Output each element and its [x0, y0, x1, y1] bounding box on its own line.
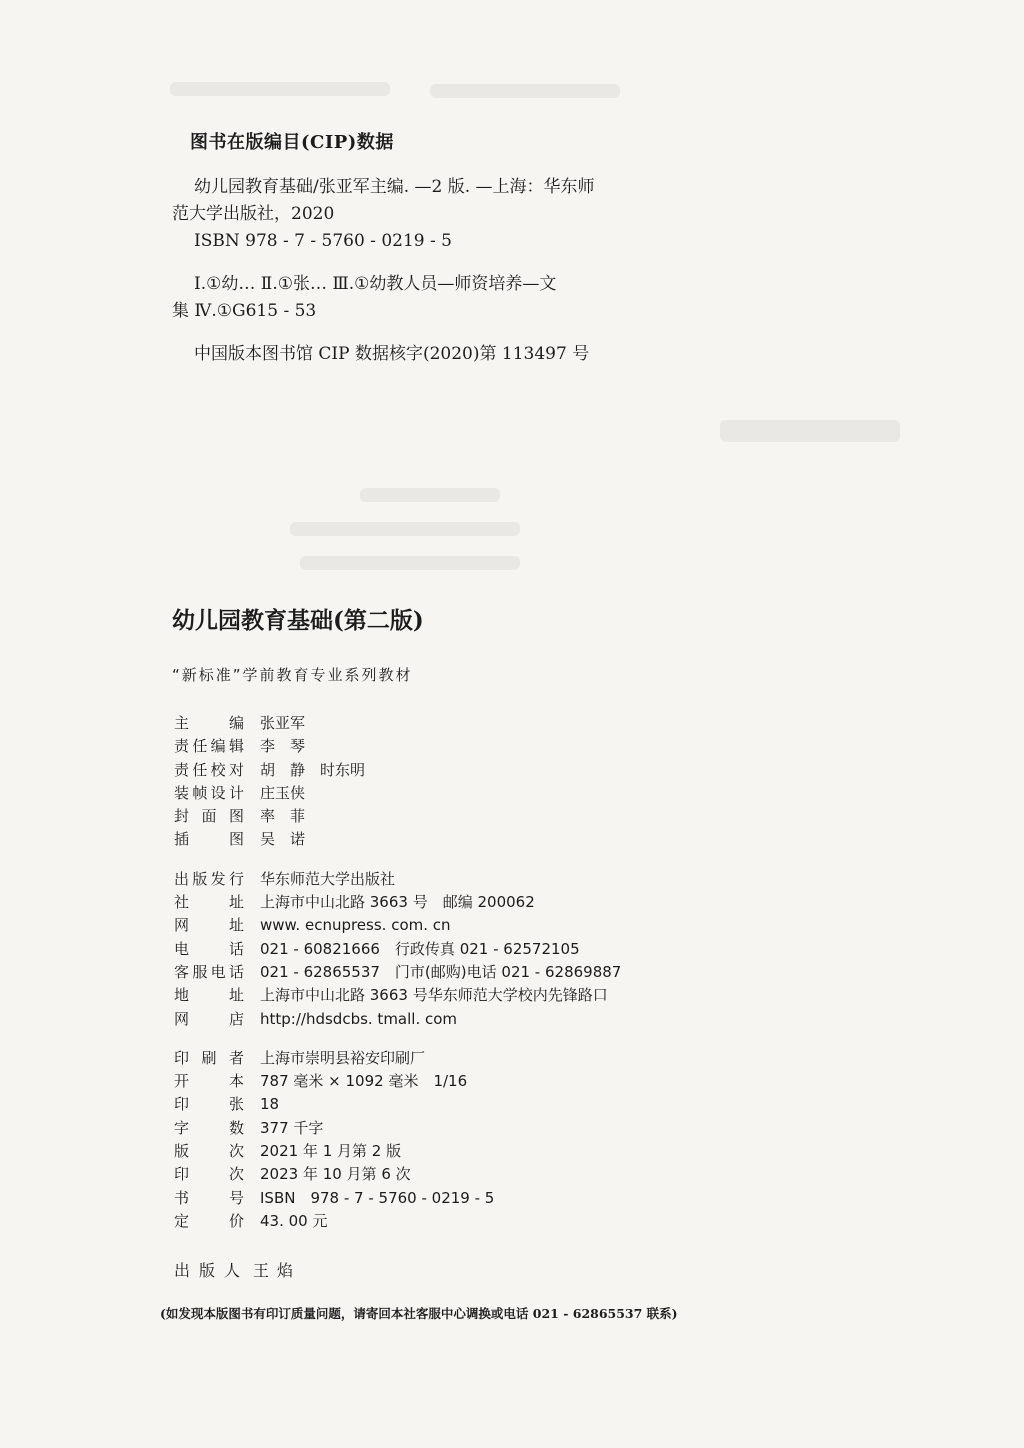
printing-info-label: 字数	[174, 1118, 244, 1137]
publisher-website: www. ecnupress. com. cn	[260, 916, 451, 935]
printing-info-value: 18	[260, 1095, 280, 1114]
credit-label: 主编	[174, 714, 244, 732]
printing-info-label: 版次	[174, 1142, 244, 1161]
cip-record-line: 幼儿园教育基础/张亚军主编. —2 版. —上海：华东师	[194, 177, 595, 197]
credit-label: 装帧设计	[174, 783, 244, 802]
printing-info-label: 印张	[174, 1095, 244, 1114]
publisher-info-label: 网店	[174, 1009, 244, 1028]
publisher-info-label: 电话	[174, 939, 244, 958]
publisher-info-row	[174, 868, 621, 891]
credit-label: 责任校对	[174, 760, 244, 779]
publisher-info-value: 021 - 60821666 行政传真 021 - 62572105	[260, 939, 580, 958]
credit-row	[174, 759, 621, 782]
credit-row	[174, 805, 621, 828]
credits-group	[174, 712, 621, 852]
printing-info-row	[174, 1117, 621, 1140]
printing-info-row	[174, 1163, 621, 1186]
publisher-info-value: 华东师范大学出版社	[260, 869, 396, 888]
publisher-info-label: 出版发行	[174, 869, 244, 888]
book-title: 幼儿园教育基础(第二版)	[172, 607, 424, 634]
printing-info-row	[174, 1187, 621, 1210]
publisher-info-row	[174, 1008, 621, 1031]
cip-classification-line: Ⅰ.①幼… Ⅱ.①张… Ⅲ.①幼教人员—师资培养—文	[194, 274, 557, 294]
printing-info-label: 印刷者	[174, 1048, 244, 1067]
publisher-info-row	[174, 984, 621, 1007]
quality-notice: (如发现本版图书有印订质量问题，请寄回本社客服中心调换或电话 021 - 62865537 联系)	[160, 1306, 678, 1321]
publisher-person-label: 出版人	[174, 1261, 250, 1280]
publisher-info-label: 地址	[174, 986, 244, 1005]
publisher-person-row	[174, 1258, 301, 1284]
credit-row	[174, 735, 621, 758]
publisher-info-row	[174, 891, 621, 914]
credit-row	[174, 712, 621, 735]
publisher-info-value: 上海市中山北路 3663 号华东师范大学校内先锋路口	[260, 986, 608, 1005]
printing-info-value: 2023 年 10 月第 6 次	[260, 1165, 411, 1184]
credit-value: 庄玉侠	[260, 783, 306, 802]
publisher-info-label: 社址	[174, 893, 244, 912]
printing-info-row	[174, 1047, 621, 1070]
printing-info-value: 上海市崇明县裕安印刷厂	[260, 1048, 426, 1067]
printing-info-value: ISBN 978 - 7 - 5760 - 0219 - 5	[260, 1188, 495, 1207]
publisher-info-row	[174, 938, 621, 961]
publisher-info-row	[174, 914, 621, 937]
credit-label: 插图	[174, 830, 244, 849]
credit-value: 张亚军	[260, 714, 306, 732]
printing-info-row	[174, 1140, 621, 1163]
printing-info-label: 印次	[174, 1165, 244, 1184]
printing-info-label: 定价	[174, 1211, 244, 1230]
cip-block	[172, 128, 692, 368]
credit-value: 吴 诺	[260, 830, 306, 849]
credit-label: 责任编辑	[174, 737, 244, 756]
printing-info-row	[174, 1093, 621, 1116]
printing-info-label: 开本	[174, 1072, 244, 1091]
credit-row	[174, 828, 621, 851]
cip-classification	[172, 271, 692, 325]
printing-info-label: 书号	[174, 1188, 244, 1207]
publisher-online-store: http://hdsdcbs. tmall. com	[260, 1009, 458, 1028]
publisher-info-label: 网址	[174, 916, 244, 935]
cip-isbn-line: ISBN 978 - 7 - 5760 - 0219 - 5	[194, 231, 452, 251]
printing-info-group	[174, 1047, 621, 1233]
publisher-info-group	[174, 868, 621, 1031]
series-name: “新标准”学前教育专业系列教材	[172, 666, 413, 684]
cip-record-line: 范大学出版社，2020	[172, 204, 335, 224]
publisher-info-label: 客服电话	[174, 962, 244, 981]
printing-info-value: 787 毫米 × 1092 毫米 1/16	[260, 1072, 468, 1091]
credit-value: 率 菲	[260, 807, 306, 826]
cip-verification: 中国版本图书馆 CIP 数据核字(2020)第 113497 号	[194, 344, 590, 364]
cip-record	[172, 174, 692, 255]
price-value: 43. 00 元	[260, 1211, 328, 1230]
publisher-info-row	[174, 961, 621, 984]
printing-info-value: 377 千字	[260, 1118, 324, 1137]
cip-classification-line: 集 Ⅳ.①G615 - 53	[172, 301, 317, 321]
printing-info-value: 2021 年 1 月第 2 版	[260, 1142, 402, 1161]
publisher-info-value: 021 - 62865537 门市(邮购)电话 021 - 62869887	[260, 962, 622, 981]
imprint-info	[174, 712, 621, 1249]
credit-label: 封面图	[174, 807, 244, 826]
credit-row	[174, 782, 621, 805]
printing-info-row	[174, 1210, 621, 1233]
publisher-person-name: 王焰	[253, 1261, 302, 1280]
credit-value: 李 琴	[260, 737, 306, 756]
cip-heading: 图书在版编目(CIP)数据	[190, 132, 394, 153]
publisher-info-value: 上海市中山北路 3663 号 邮编 200062	[260, 893, 535, 912]
printing-info-row	[174, 1070, 621, 1093]
credit-value: 胡 静 时东明	[260, 760, 366, 779]
